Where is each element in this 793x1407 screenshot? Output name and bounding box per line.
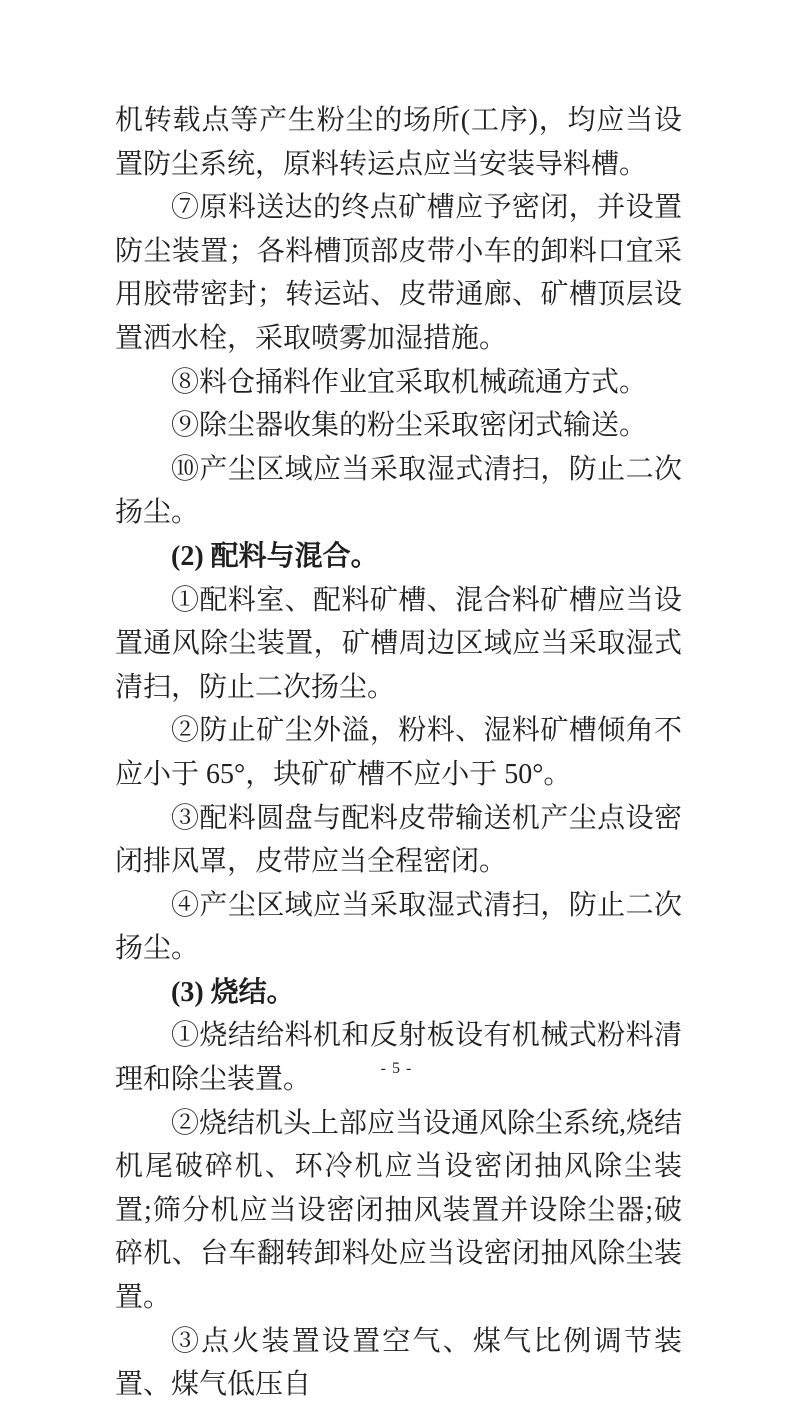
section-heading: (2) 配料与混合。 [171, 540, 379, 572]
paragraph: ⑩产尘区域应当采取湿式清扫，防止二次扬尘。 [115, 453, 682, 529]
paragraph: ④产尘区域应当采取湿式清扫，防止二次扬尘。 [115, 889, 682, 965]
paragraph: ①烧结给料机和反射板设有机械式粉料清理和除尘装置。 [115, 1020, 682, 1096]
section-heading: (3) 烧结。 [171, 976, 295, 1008]
paragraph: ②防止矿尘外溢，粉料、湿料矿槽倾角不应小于 65°，块矿矿槽不应小于 50°。 [115, 715, 682, 790]
paragraph: ⑦原料送达的终点矿槽应予密闭，并设置防尘装置；各料槽顶部皮带小车的卸料口宜采用胶带密封；转运站、皮带通廊、矿槽顶层设置洒水栓，采取喷雾加湿措施。 [115, 192, 682, 354]
paragraph: ②烧结机头上部应当设通风除尘系统,烧结机尾破碎机、环冷机应当设密闭抽风除尘装置;筛分机应当设密闭抽风装置并设除尘器;破碎机、台车翻转卸料处应当设密闭抽风除尘装置。 [115, 1107, 683, 1314]
paragraph: ⑧料仓捅料作业宜采取机械疏通方式。 [171, 366, 648, 398]
paragraph: ③配料圆盘与配料皮带输送机产尘点设密闭排风罩，皮带应当全程密闭。 [115, 802, 682, 878]
document-body [115, 99, 682, 1407]
paragraph: 机转载点等产生粉尘的场所(工序)，均应当设置防尘系统，原料转运点应当安装导料槽。 [115, 105, 682, 180]
page-number: - 5 - [380, 1060, 413, 1077]
paragraph: ⑨除尘器收集的粉尘采取密闭式输送。 [171, 410, 648, 442]
paragraph: ③点火装置设置空气、煤气比例调节装置、煤气低压自 [115, 1325, 682, 1401]
paragraph: ①配料室、配料矿槽、混合料矿槽应当设置通风除尘装置，矿槽周边区域应当采取湿式清扫，防止二次扬尘。 [115, 584, 682, 703]
page-footer [0, 1060, 793, 1078]
